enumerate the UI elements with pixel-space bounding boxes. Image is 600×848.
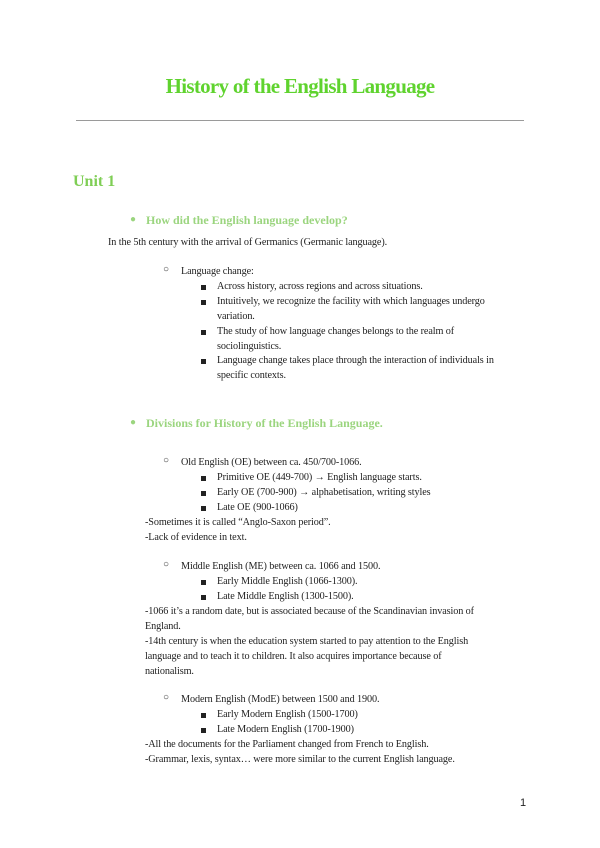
square-bullet-icon (201, 359, 206, 364)
list-item: Intuitively, we recognize the facility with which languages undergo (217, 296, 485, 307)
list-label: Language change: (181, 266, 254, 277)
square-bullet-icon (201, 713, 206, 718)
page-title: History of the English Language (165, 74, 435, 98)
note-text: -14th century is when the education system started to pay attention to the English (145, 636, 469, 647)
note-text: -1066 it’s a random date, but is associated because of the Scandinavian invasion of (145, 606, 474, 617)
hollow-bullet-icon: ○ (163, 455, 170, 466)
hollow-bullet-icon: ○ (163, 692, 170, 703)
list-item-continuation: specific contexts. (217, 370, 286, 381)
square-bullet-icon (201, 580, 206, 585)
square-bullet-icon (201, 491, 206, 496)
hollow-bullet-icon: ○ (163, 559, 170, 570)
list-item: Early Middle English (1066-1300). (217, 576, 358, 587)
square-bullet-icon (201, 728, 206, 733)
square-bullet-icon (201, 300, 206, 305)
list-item: Primitive OE (449-700) → English language starts. (217, 472, 422, 483)
square-bullet-icon (201, 595, 206, 600)
square-bullet-icon (201, 285, 206, 290)
note-text: language and to teach it to children. It also acquires importance because of (145, 651, 442, 662)
list-item: Late Middle English (1300-1500). (217, 591, 354, 602)
question-heading (130, 213, 348, 228)
note-text: -Grammar, lexis, syntax… were more similar to the current English language. (145, 754, 455, 765)
note-text: England. (145, 621, 181, 632)
answer-text: In the 5th century with the arrival of Germanics (Germanic language). (108, 237, 388, 248)
list-item-continuation: sociolinguistics. (217, 341, 282, 352)
list-label: Modern English (ModE) between 1500 and 1900. (181, 694, 380, 705)
page-number: 1 (520, 797, 527, 809)
unit-heading: Unit 1 (73, 173, 116, 190)
question-text: How did the English language develop? (146, 213, 348, 227)
square-bullet-icon (201, 506, 206, 511)
list-item: Late OE (900-1066) (217, 502, 298, 513)
bullet-icon: ● (130, 417, 137, 428)
list-label: Middle English (ME) between ca. 1066 and 1500. (181, 561, 381, 572)
question-text: Divisions for History of the English Language. (146, 416, 383, 430)
list-item: Across history, across regions and across situations. (217, 281, 423, 292)
hollow-bullet-icon: ○ (163, 264, 170, 275)
note-text: -Sometimes it is called “Anglo-Saxon period”. (145, 517, 331, 528)
list-item: Early Modern English (1500-1700) (217, 709, 358, 720)
square-bullet-icon (201, 476, 206, 481)
list-item: Early OE (700-900) → alphabetisation, writing styles (217, 487, 431, 498)
note-text: -All the documents for the Parliament changed from French to English. (145, 739, 429, 750)
list-item: Late Modern English (1700-1900) (217, 724, 354, 735)
square-bullet-icon (201, 330, 206, 335)
note-text: nationalism. (145, 666, 194, 677)
list-item-continuation: variation. (217, 311, 255, 322)
bullet-icon: ● (130, 214, 137, 225)
list-item: The study of how language changes belongs to the realm of (217, 326, 455, 337)
question-heading (130, 416, 383, 431)
horizontal-rule (76, 120, 524, 121)
note-text: -Lack of evidence in text. (145, 532, 247, 543)
list-item: Language change takes place through the interaction of individuals in (217, 355, 494, 366)
list-label: Old English (OE) between ca. 450/700-1066. (181, 457, 362, 468)
